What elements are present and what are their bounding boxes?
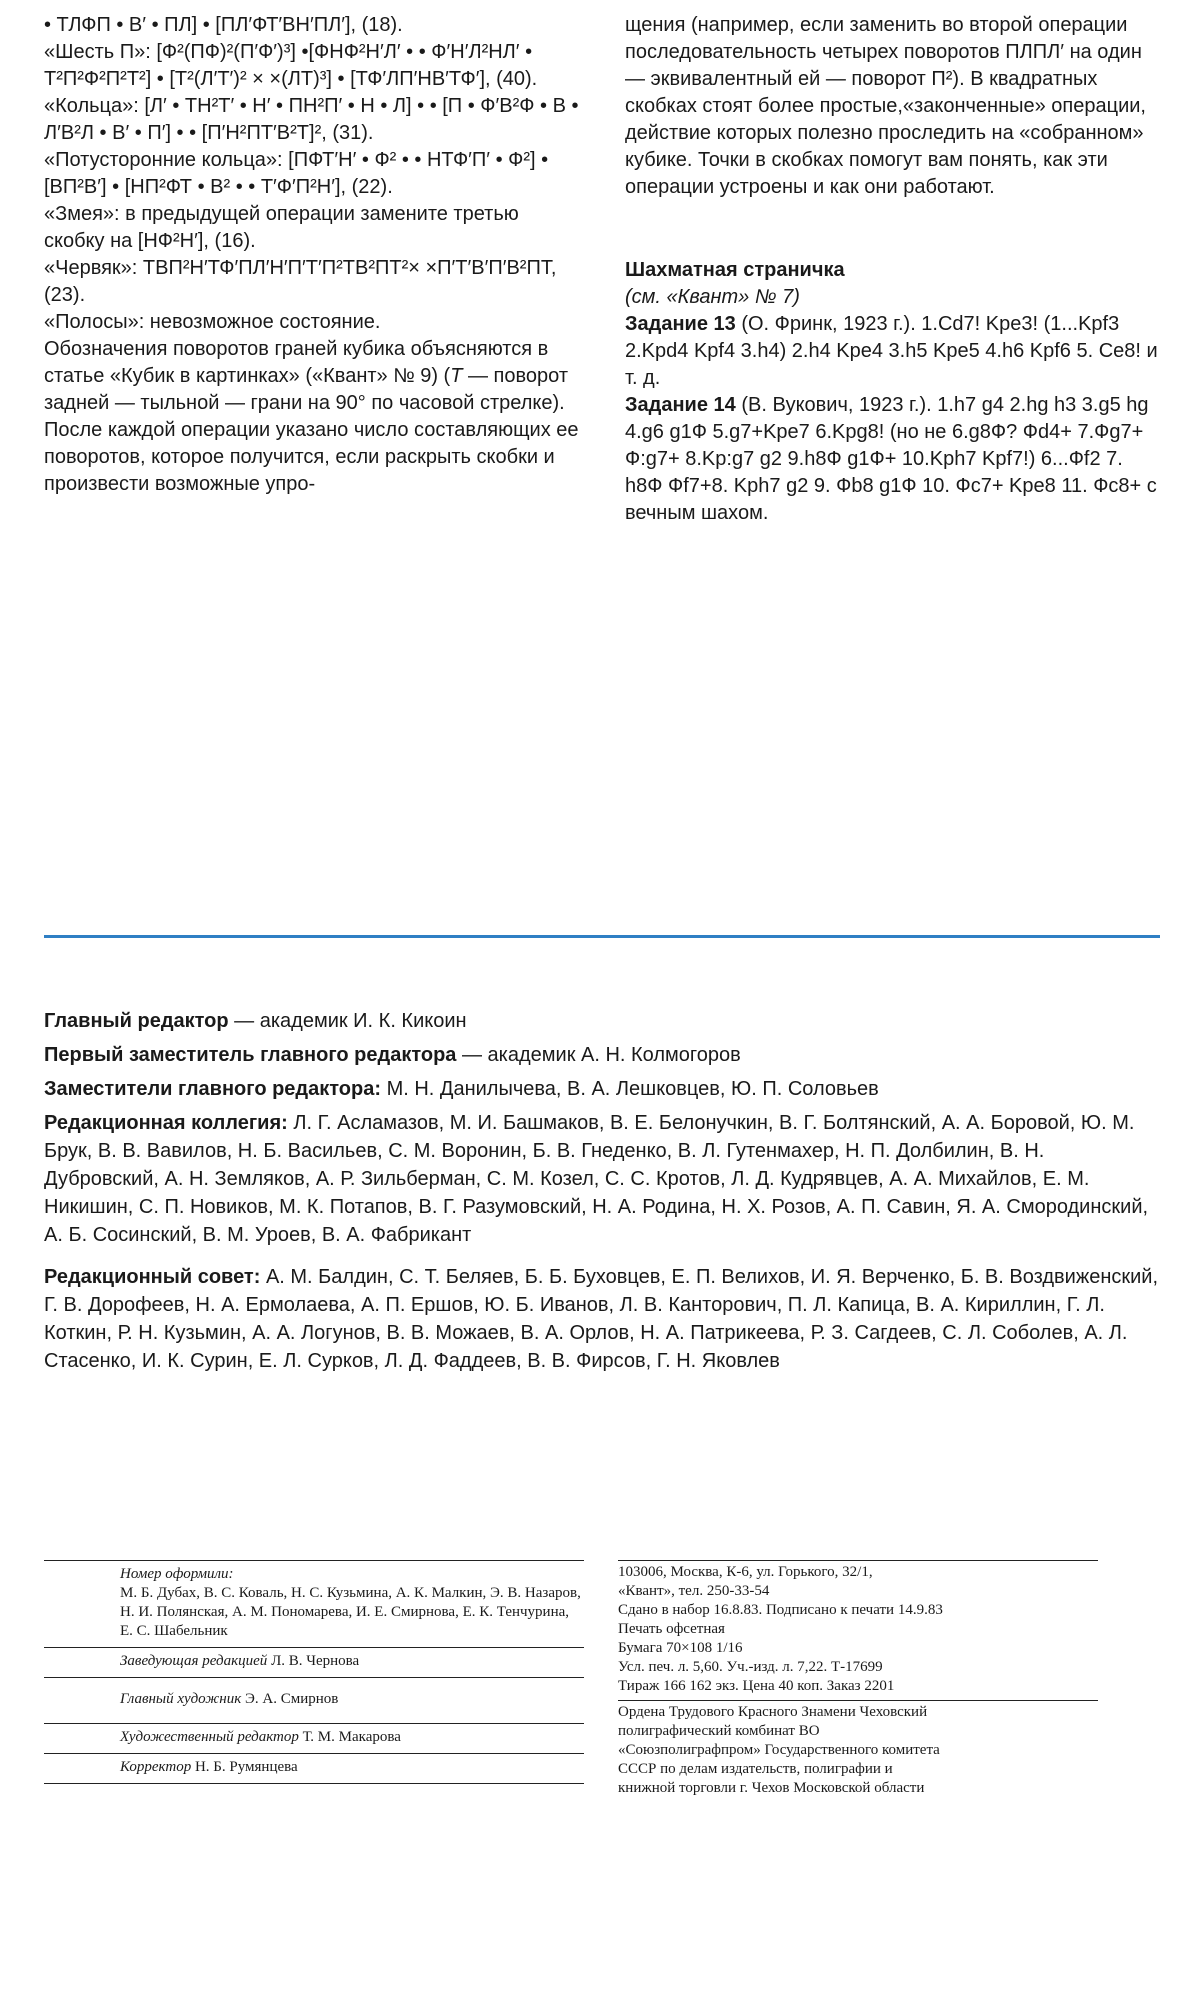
formula-paragraph: «Змея»: в предыдущей операции замените третью скобку на [НФ²Н′], (16). (44, 203, 519, 252)
staff-credits (44, 1560, 584, 1784)
chess-task-13: Задание 13 (О. Фринк, 1923 г.). 1.Cd7! Kpe3! (1...Kpf3 2.Kpd4 Kpf4 3.h4) 2.h4 Kpe4 3.h5 Kpe5 4.h6 Kpf6 5. Ce8! и т. д. (625, 313, 1158, 389)
chief-editor-line: Главный редактор — академик И. К. Кикоин (44, 1010, 467, 1032)
editorial-board: Редакционная коллегия: Л. Г. Асламазов, М. И. Башмаков, В. Е. Белонучкин, В. Г. Болтянский, А. А. Боровой, Ю. М. Брук, В. В. Вавилов, Н. Б. Васильев, С. М. Воронин, Б. В. Гнеденко, В. Л. Гутенмахер, Н. П. Долбилин, В. Н. Дубровский, А. Н. Земляков, А. Р. Зильберман, С. М. Козел, С. С. Кротов, Л. Д. Кудрявцев, А. А. Михайлов, Е. М. Никишин, С. П. Новиков, М. К. Потапов, В. Г. Разумовский, Н. А. Родина, Н. Х. Розов, А. П. Савин, Я. А. Смородинский, А. Б. Сосинский, В. М. Уроев, В. А. Фабрикант (44, 1112, 1149, 1246)
issue-designers: Номер оформили: М. Б. Дубах, В. С. Коваль, Н. С. Кузьмина, А. К. Малкин, Э. В. Назаров, Н. И. Полянская, А. М. Пономарева, И. Е. Смирнова, Е. К. Тенчурина, Е. С. Шабельник (120, 1566, 581, 1639)
chess-task-14: Задание 14 (В. Вукович, 1923 г.). 1.h7 g4 2.hg h3 3.g5 hg 4.g6 g1Ф 5.g7+Kpe7 6.Kpg8! (но не 6.g8Ф? Фd4+ 7.Фg7+ Ф:g7+ 8.Kp:g7 g2 9.h8Ф g1Ф+ 10.Kph7 Kpf7!) 6...Фf2 7. h8Ф Фf7+8. Kph7 g2 9. Фb8 g1Ф 10. Фc7+ Kpe8 11. Фc8+ с вечным шахом. (625, 394, 1157, 524)
formula-paragraph: • ТЛФП • В′ • ПЛ] • [ПЛ′ФТ′ВН′ПЛ′], (18). (44, 14, 403, 36)
head-of-office: Заведующая редакцией Л. В. Чернова (120, 1653, 360, 1669)
deputies-line: Заместители главного редактора: М. Н. Данилычева, В. А. Лешковцев, Ю. П. Соловьев (44, 1078, 879, 1100)
left-text-column (44, 12, 584, 498)
art-editor: Художественный редактор Т. М. Макарова (120, 1729, 401, 1745)
explanation-continued: щения (например, если заменить во второй операции последовательность четырех поворотов ПЛПЛ′ на один — эквивалентный ей — поворот П²). В квадратных скобках стоят более простые,«законченные» операции, действие которых полезно проследить на «собранном» кубике. Точки в скобках помогут вам понять, как эти операции устроены и как они работают. (625, 14, 1146, 198)
editorial-masthead (44, 1007, 1160, 1381)
first-deputy-line: Первый заместитель главного редактора — академик А. Н. Колмогоров (44, 1044, 741, 1066)
explanation-paragraph: Обозначения поворотов граней кубика объясняются в статье «Кубик в картинках» («Квант» № 9) (Т — поворот задней — тыльной — грани на 90° по часовой стрелке). После каждой операции указано число составляющих ее поворотов, которое получится, если раскрыть скобки и произвести возможные упро- (44, 338, 579, 495)
formula-paragraph: «Потусторонние кольца»: [ПФТ′Н′ • Ф² • • НТФ′П′ • Ф²] • [ВП²В′] • [НП²ФТ • В² • • Т′Ф′П²Н′], (22). (44, 149, 549, 198)
right-text-column (625, 12, 1160, 527)
formula-paragraph: «Полосы»: невозможное состояние. (44, 311, 381, 333)
imprint-details: 103006, Москва, К-6, ул. Горького, 32/1, «Квант», тел. 250-33-54 Сдано в набор 16.8.83. Подписано к печати 14.9.83 Печать офсетная Бумага 70×108 1/16 Усл. печ. л. 5,60. Уч.-изд. л. 7,22. Т-17699 Тираж 166 162 экз. Цена 40 коп. Заказ 2201 (618, 1564, 943, 1694)
formula-paragraph: «Кольца»: [Л′ • ТН²Т′ • Н′ • ПН²П′ • Н • Л] • • [П • Ф′В²Ф • В • Л′В²Л • В′ • П′] • • [П′Н²ПТ′В²Т]², (31). (44, 95, 579, 144)
imprint-block (618, 1560, 1098, 1802)
formula-paragraph: «Шесть П»: [Ф²(ПФ)²(П′Ф′)³] •[ФНФ²Н′Л′ • • Ф′Н′Л²НЛ′ • Т²П²Ф²П²Т²] • [Т²(Л′Т′)² × ×(ЛТ)³] • [ТФ′ЛП′НВ′ТФ′], (40). (44, 41, 538, 90)
editorial-council: Редакционный совет: А. М. Балдин, С. Т. Беляев, Б. Б. Буховцев, Е. П. Велихов, И. Я. Верченко, Б. В. Воздвиженский, Г. В. Дорофеев, Н. А. Ермолаева, А. П. Ершов, Ю. Б. Иванов, Л. В. Канторович, П. Л. Капица, В. А. Кириллин, Г. Л. Коткин, Р. Н. Кузьмин, А. А. Логунов, В. В. Можаев, В. А. Орлов, Н. А. Патрикеева, Р. З. Сагдеев, С. Л. Соболев, А. Л. Стасенко, И. К. Сурин, Е. Л. Сурков, Л. Д. Фаддеев, В. В. Фирсов, Г. Н. Яковлев (44, 1266, 1159, 1372)
chief-artist: Главный художник Э. А. Смирнов (120, 1691, 339, 1707)
corrector: Корректор Н. Б. Румянцева (120, 1759, 298, 1775)
chess-section-subtitle: (см. «Квант» № 7) (625, 286, 800, 308)
section-divider (44, 935, 1160, 938)
chess-section-title: Шахматная страничка (625, 259, 845, 281)
printing-plant: Ордена Трудового Красного Знамени Чеховский полиграфический комбинат ВО «Союзполиграфпром» Государственного комитета СССР по делам издательств, полиграфии и книжной торговли г. Чехов Московской области (618, 1704, 940, 1796)
formula-paragraph: «Червяк»: ТВП²Н′ТФ′ПЛ′Н′П′Т′П²ТВ²ПТ²× ×П′Т′В′П′В²ПТ, (23). (44, 257, 557, 306)
